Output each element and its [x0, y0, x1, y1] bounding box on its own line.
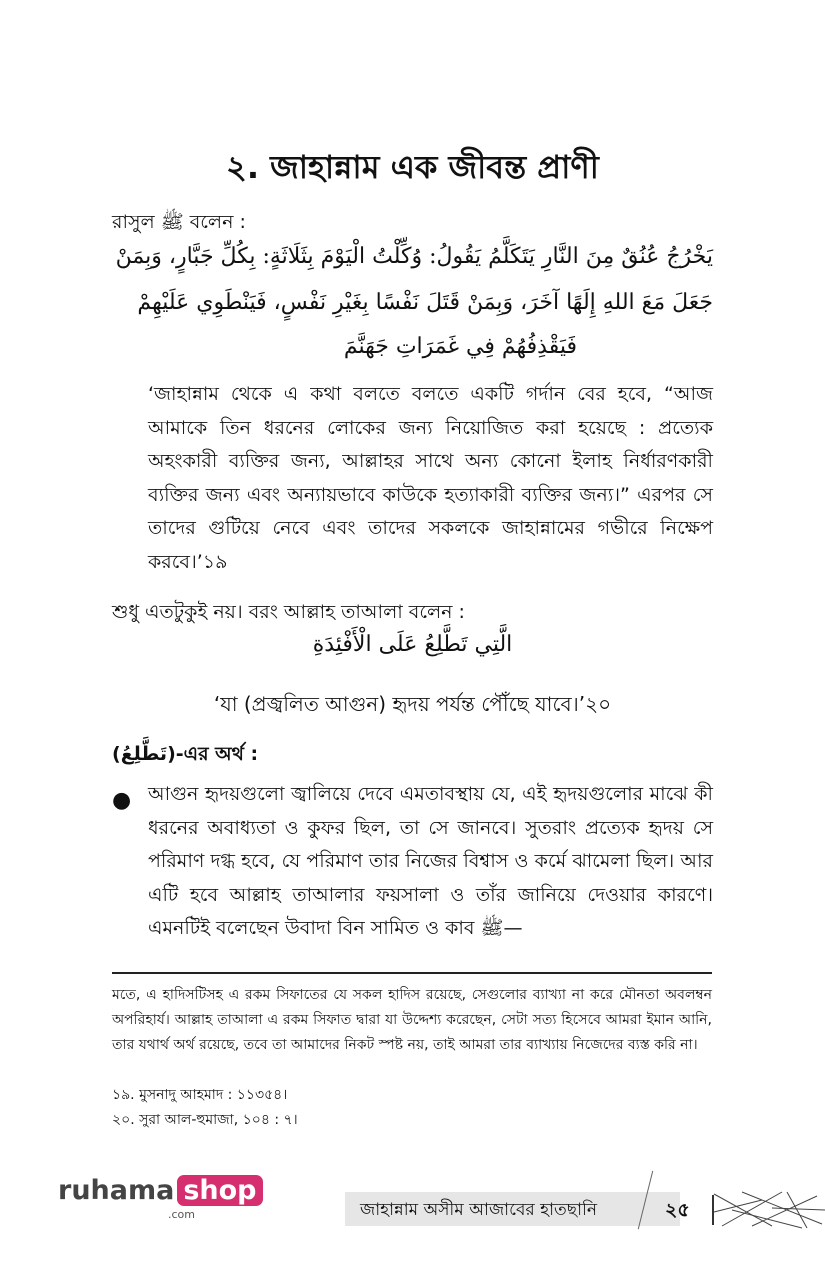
- page-number: ২৫: [665, 1199, 690, 1221]
- hadith-translation: ‘জাহান্নাম থেকে এ কথা বলতে বলতে একটি গর্দান বের হবে, “আজ আমাকে তিন ধরনের লোকের জন্য নিয়োজিত করা হয়েছে : প্রত্যেক অহংকারী ব্যক্তির জন্য, আল্লাহর সাথে অন্য কোনো ইলাহ নির্ধারণকারী ব্যক্তির জন্য এবং অন্যায়ভাবে কাউকে হত্যাকারী ব্যক্তির জন্য।” এরপর সে তাদের গুটিয়ে নেবে এবং তাদের সকলকে জাহান্নামের গভীরে নিক্ষেপ করবে।’১৯: [148, 383, 713, 573]
- running-head-title: জাহান্নাম অসীম আজাবের হাতছানি: [360, 1200, 598, 1220]
- arabic-hadith-line-1: يَخْرُجُ عُنُقٌ مِنَ النَّارِ يَتَكَلَّمُ يَقُولُ: وُكِّلْتُ الْيَوْمَ بِثَلَاثَةٍ: بِكُلِّ جَبَّارٍ، وَبِمَنْ: [115, 244, 713, 269]
- arabic-hadith-line-3: فَيَقْذِفُهُمْ فِي غَمَرَاتِ جَهَنَّمَ: [343, 334, 577, 359]
- bullet-paragraph: আগুন হৃদয়গুলো জ্বালিয়ে দেবে এমতাবস্থায় যে, এই হৃদয়গুলোর মাঝে কী ধরনের অবাধ্যতা ও কুফর ছিল, তা সে জানবে। সুতরাং প্রত্যেক হৃদয় সে পরিমাণ দগ্ধ হবে, যে পরিমাণ তার নিজের বিশ্বাস ও কর্মে ঝামেলা ছিল। আর এটি হবে আল্লাহ তাআলার ফয়সালা ও তাঁর জানিয়ে দেওয়ার কারণে। এমনটিই বলেছেন উবাদা বিন সামিত ও কাব ﷺ—: [148, 783, 713, 939]
- footnote-continuation: মতে, এ হাদিসটিসহ এ রকম সিফাতের যে সকল হাদিস রয়েছে, সেগুলোর ব্যাখ্যা না করে মৌনতা অবলম্বন অপরিহার্য। আল্লাহ তাআলা এ রকম সিফাত দ্বারা যা উদ্দেশ্য করেছেন, সেটা সত্য হিসেবে আমরা ইমান আনি, তার যথার্থ অর্থ রয়েছে, তবে তা আমাদের নিকট স্পষ্ট নয়, তাই আমরা তার ব্যাখ্যায় নিজেদের ব্যস্ত করি না।: [112, 987, 712, 1053]
- logo-text: ruhama: [58, 1175, 175, 1206]
- page-title: ২. জাহান্নাম এক জীবন্ত প্রাণী: [226, 148, 599, 186]
- logo-shop-badge: shop: [177, 1175, 262, 1206]
- footnote-20: ২০. সুরা আল-হুমাজা, ১০৪ : ৭।: [112, 1112, 298, 1128]
- footnote-19: ১৯. মুসনাদু আহমাদ : ১১৩৫৪।: [112, 1087, 288, 1103]
- bullet-icon: ●: [112, 788, 132, 813]
- meaning-heading: (تَطَّلِعُ)-এর অর্থ :: [112, 743, 259, 765]
- logo-domain: .com: [168, 1208, 195, 1221]
- arabic-verse: الَّتِي تَطَّلِعُ عَلَى الْأَفْئِدَةِ: [312, 632, 513, 657]
- publisher-logo: [58, 1175, 263, 1206]
- hadith-intro: রাসুল ﷺ বলেন :: [112, 211, 246, 233]
- arabic-hadith-line-2: جَعَلَ مَعَ اللهِ إِلَهًا آخَرَ، وَبِمَنْ قَتَلَ نَفْسًا بِغَيْرِ نَفْسٍ، فَيَنْطَوِي عَلَيْهِمْ: [137, 290, 713, 315]
- transition-text: শুধু এতটুকুই নয়। বরং আল্লাহ তাআলা বলেন :: [112, 601, 465, 623]
- footnote-divider: [112, 972, 712, 974]
- decorative-pattern-icon: [712, 1190, 825, 1230]
- verse-translation: ‘যা (প্রজ্বলিত আগুন) হৃদয় পর্যন্ত পৌঁছে যাবে।’২০: [213, 692, 612, 716]
